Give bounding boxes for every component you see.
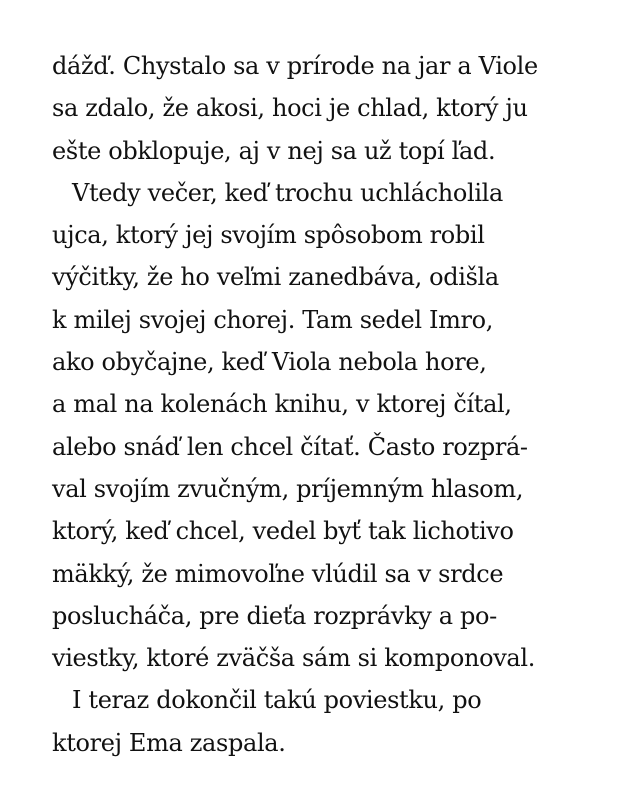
- text-line: alebo snáď len chcel čítať. Často rozprá-: [52, 432, 528, 461]
- body-text: [52, 45, 592, 764]
- text-line: ujca, ktorý jej svojím spôsobom robil: [52, 221, 485, 250]
- text-line: sa zdalo, že akosi, hoci je chlad, ktorý ju: [52, 94, 528, 123]
- text-line: ako obyčajne, keď Viola nebola hore,: [52, 348, 487, 377]
- text-line: ešte obklopuje, aj v nej sa už topí ľad.: [52, 136, 496, 165]
- text-line: dážď. Chystalo sa v prírode na jar a Viole: [52, 52, 538, 80]
- text-line: mäkký, že mimovoľne vlúdil sa v srdce: [52, 559, 504, 588]
- text-line: k milej svojej chorej. Tam sedel Imro,: [52, 305, 494, 334]
- text-line: poslucháča, pre dieťa rozprávky a po-: [52, 601, 497, 630]
- paragraph-start-line: I teraz dokončil takú poviestku, po: [72, 686, 482, 715]
- text-line: ktorý, keď chcel, vedel byť tak lichotivo: [52, 517, 514, 546]
- text-line: ktorej Ema zaspala.: [52, 728, 286, 757]
- paragraph-start-line: Vtedy večer, keď trochu uchlácholila: [72, 178, 503, 207]
- text-line: výčitky, že ho veľmi zanedbáva, odišla: [52, 263, 499, 292]
- text-line: viestky, ktoré zväčša sám si komponoval.: [52, 644, 535, 673]
- text-line: a mal na kolenách knihu, v ktorej čítal,: [52, 390, 512, 419]
- text-line: val svojím zvučným, príjemným hlasom,: [52, 474, 524, 503]
